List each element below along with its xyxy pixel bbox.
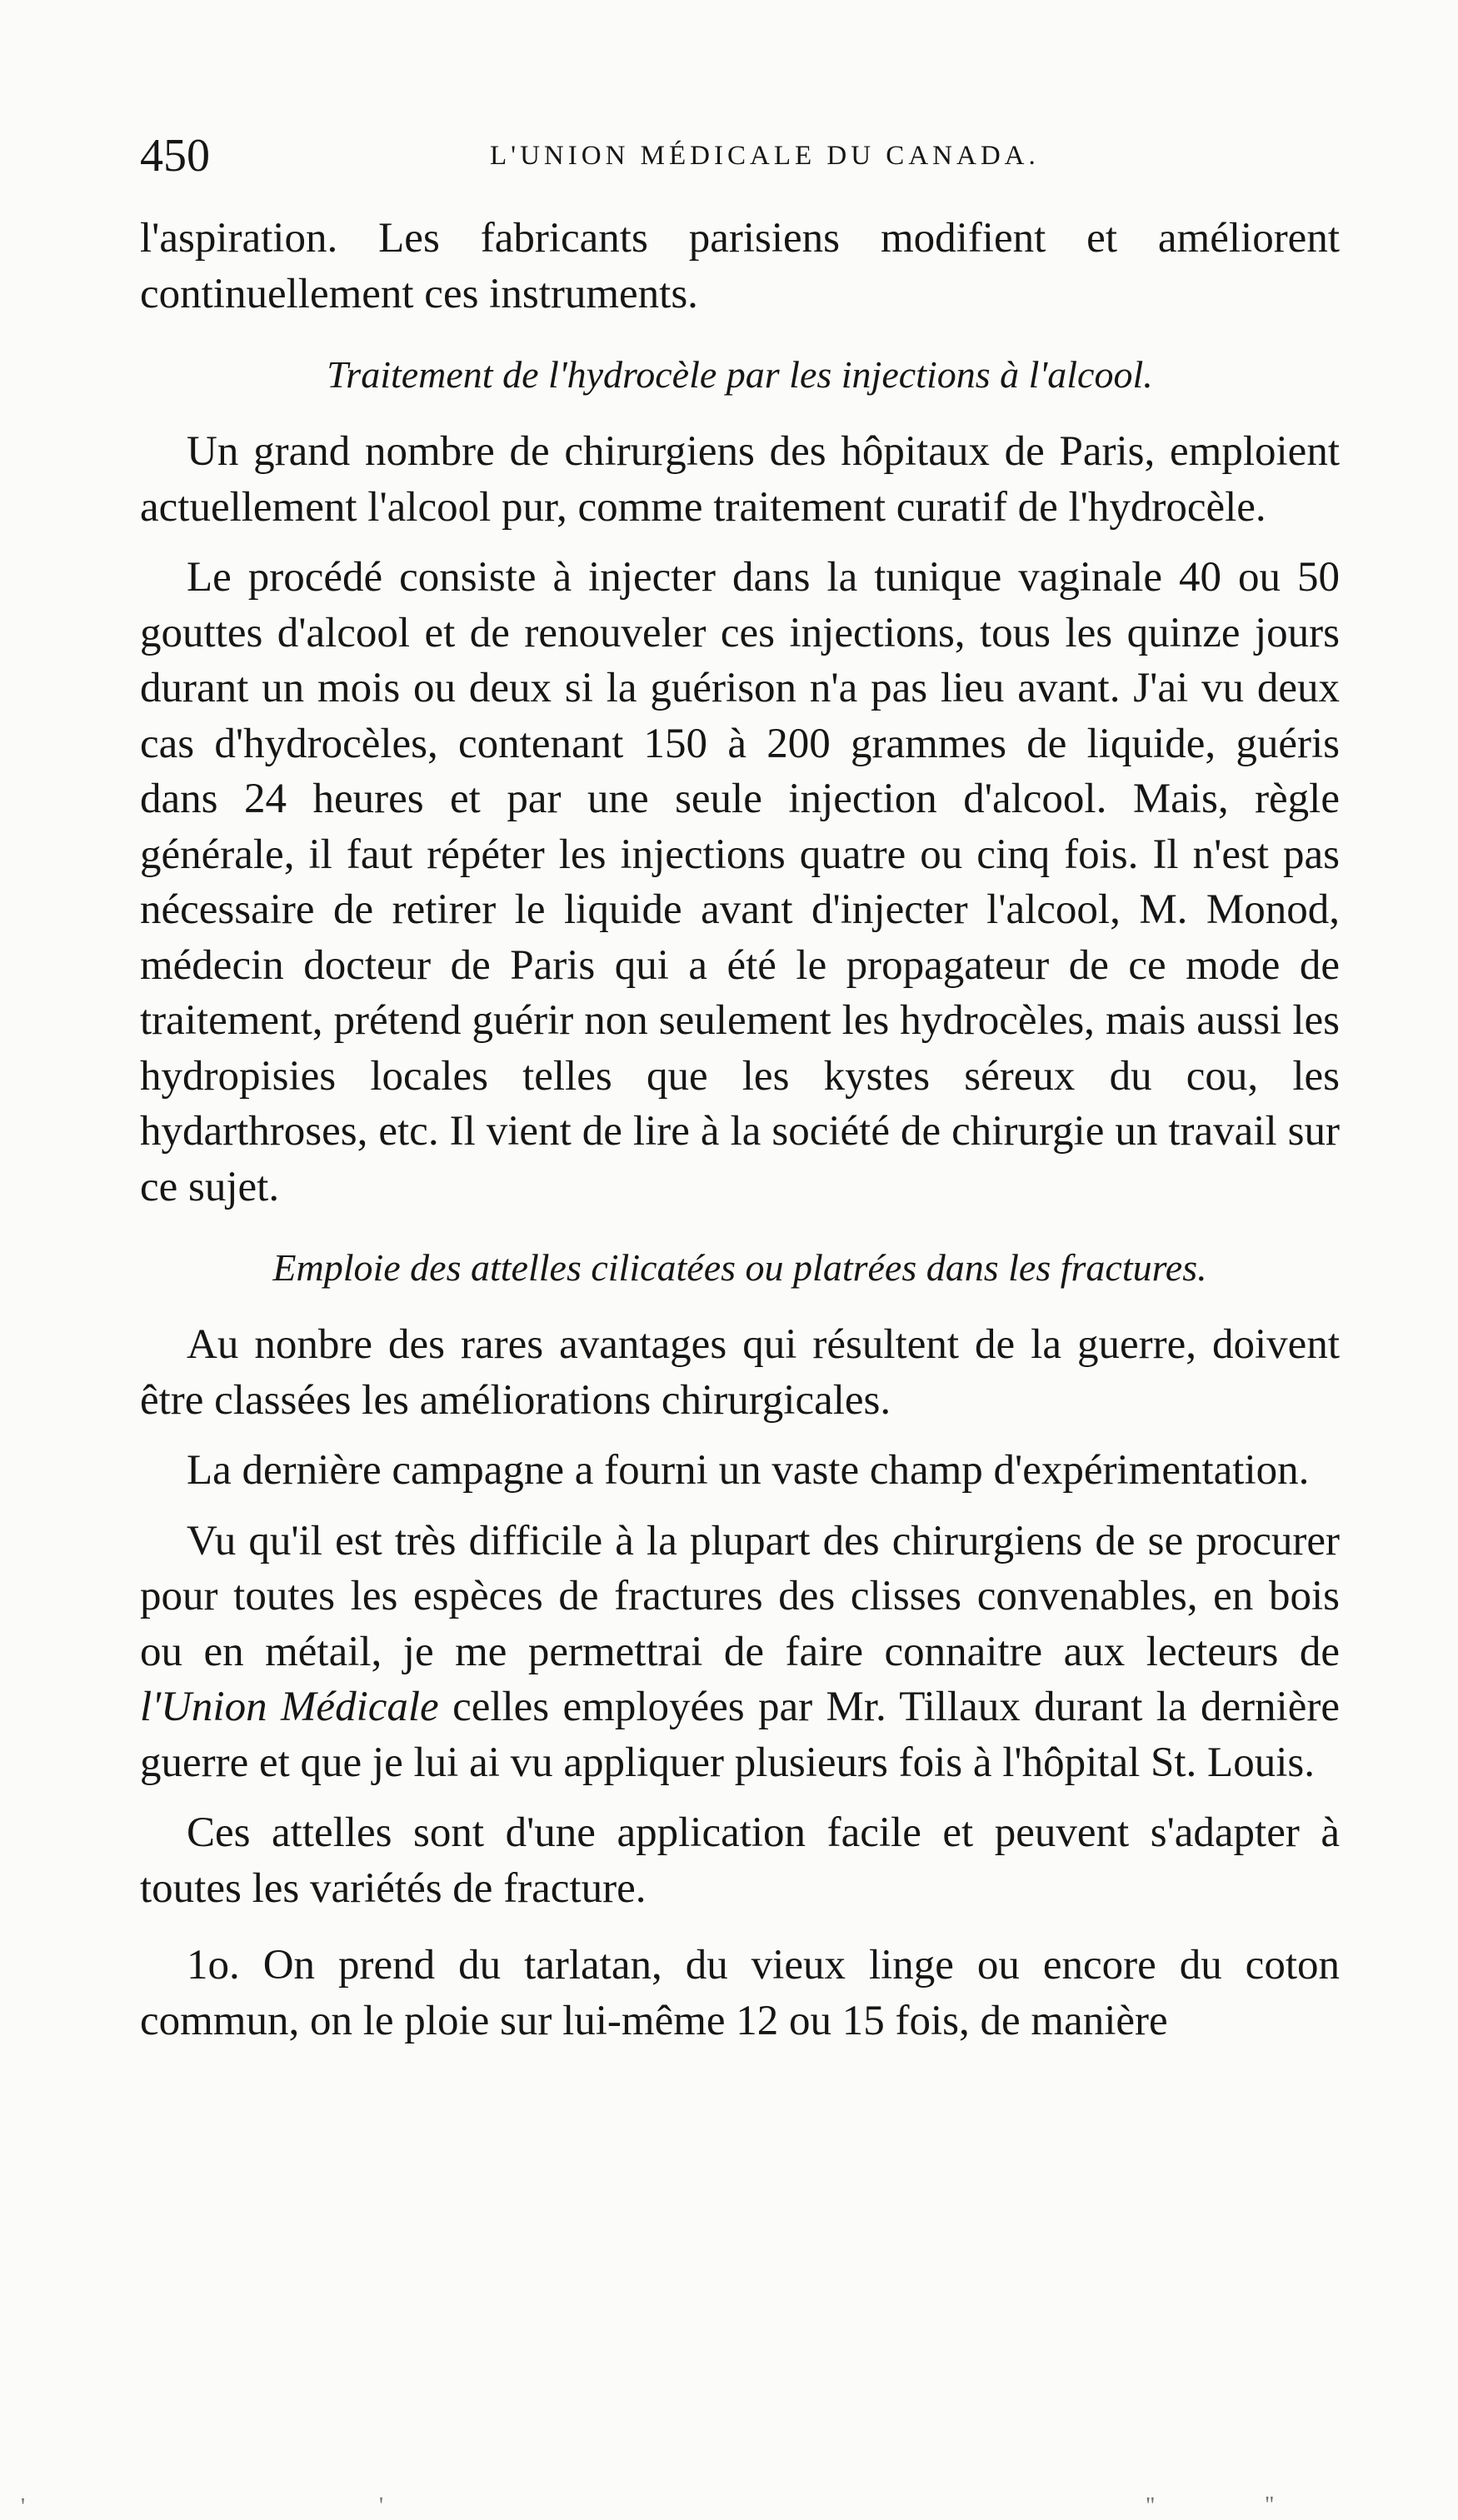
section-heading-hydrocele: Traitement de l'hydrocèle par les injections à l'alcool.: [327, 353, 1153, 396]
paragraph-continuation: l'aspiration. Les fabricants parisiens modifient et améliorent continuellement ces instruments.: [140, 215, 1340, 317]
page-number: 450: [140, 130, 210, 182]
paragraph-splint-intro-text-start: Vu qu'il est très difficile à la plupart des chirurgiens de se procurer pour toutes les espèces de fractures des clisses convenables, en bois ou en métail, je me permettrai de faire connaitre aux lecteurs de: [140, 1517, 1340, 1675]
bottom-print-mark-center-right: ": [1146, 2493, 1156, 2519]
running-header: [140, 129, 1340, 196]
paragraph-war-advantages: Au nonbre des rares avantages qui résultent de la guerre, doivent être classées les améliorations chirurgicales.: [140, 1321, 1340, 1424]
bottom-print-mark-center-left: ': [379, 2493, 384, 2519]
bottom-print-mark-left: ': [21, 2494, 26, 2520]
paragraph-splint-intro: [140, 1514, 1340, 1791]
journal-name-italic: l'Union Médicale: [140, 1684, 439, 1730]
journal-title: L'UNION MÉDICALE DU CANADA.: [490, 141, 1040, 171]
page-content: [140, 129, 1340, 2048]
paragraph-first-step: 1o. On prend du tarlatan, du vieux linge ou encore du coton commun, on le ploie sur lui-même 12 ou 15 fois, de manière: [140, 1942, 1340, 2044]
paragraph-splint-application: Ces attelles sont d'une application facile et peuvent s'adapter à toutes les variétés de fracture.: [140, 1809, 1340, 1912]
paragraph-alcohol-treatment: Un grand nombre de chirurgiens des hôpitaux de Paris, emploient actuellement l'alcool pur, comme traitement curatif de l'hydrocèle.: [140, 428, 1340, 531]
section-heading-fracture-splints: Emploie des attelles cilicatées ou platrées dans les fractures.: [272, 1246, 1207, 1289]
bottom-print-mark-right: ": [1265, 2493, 1275, 2518]
paragraph-procedure: Le procédé consiste à injecter dans la tunique vaginale 40 ou 50 gouttes d'alcool et de renouveler ces injections, tous les quinze jours durant un mois ou deux si la guérison n'a pas lieu avant. J'ai vu deux cas d'hydrocèles, contenant 150 à 200 grammes de liquide, guéris dans 24 heures et par une seule injection d'alcool. Mais, règle générale, il faut répéter les injections quatre ou cinq fois. Il n'est pas nécessaire de retirer le liquide avant d'injecter l'alcool, M. Monod, médecin docteur de Paris qui a été le propagateur de ce mode de traitement, prétend guérir non seulement les hydrocèles, mais aussi les hydropisies locales telles que les kystes séreux du cou, les hydarthroses, etc. Il vient de lire à la société de chirurgie un travail sur ce sujet.: [140, 554, 1340, 1210]
paragraph-splint-intro-text-end: celles employées par Mr. Tillaux durant la dernière guerre et que je lui ai vu appliquer plusieurs fois à l'hôpital St. Louis.: [140, 1684, 1340, 1786]
paragraph-campaign: La dernière campagne a fourni un vaste champ d'expérimentation.: [187, 1447, 1310, 1494]
